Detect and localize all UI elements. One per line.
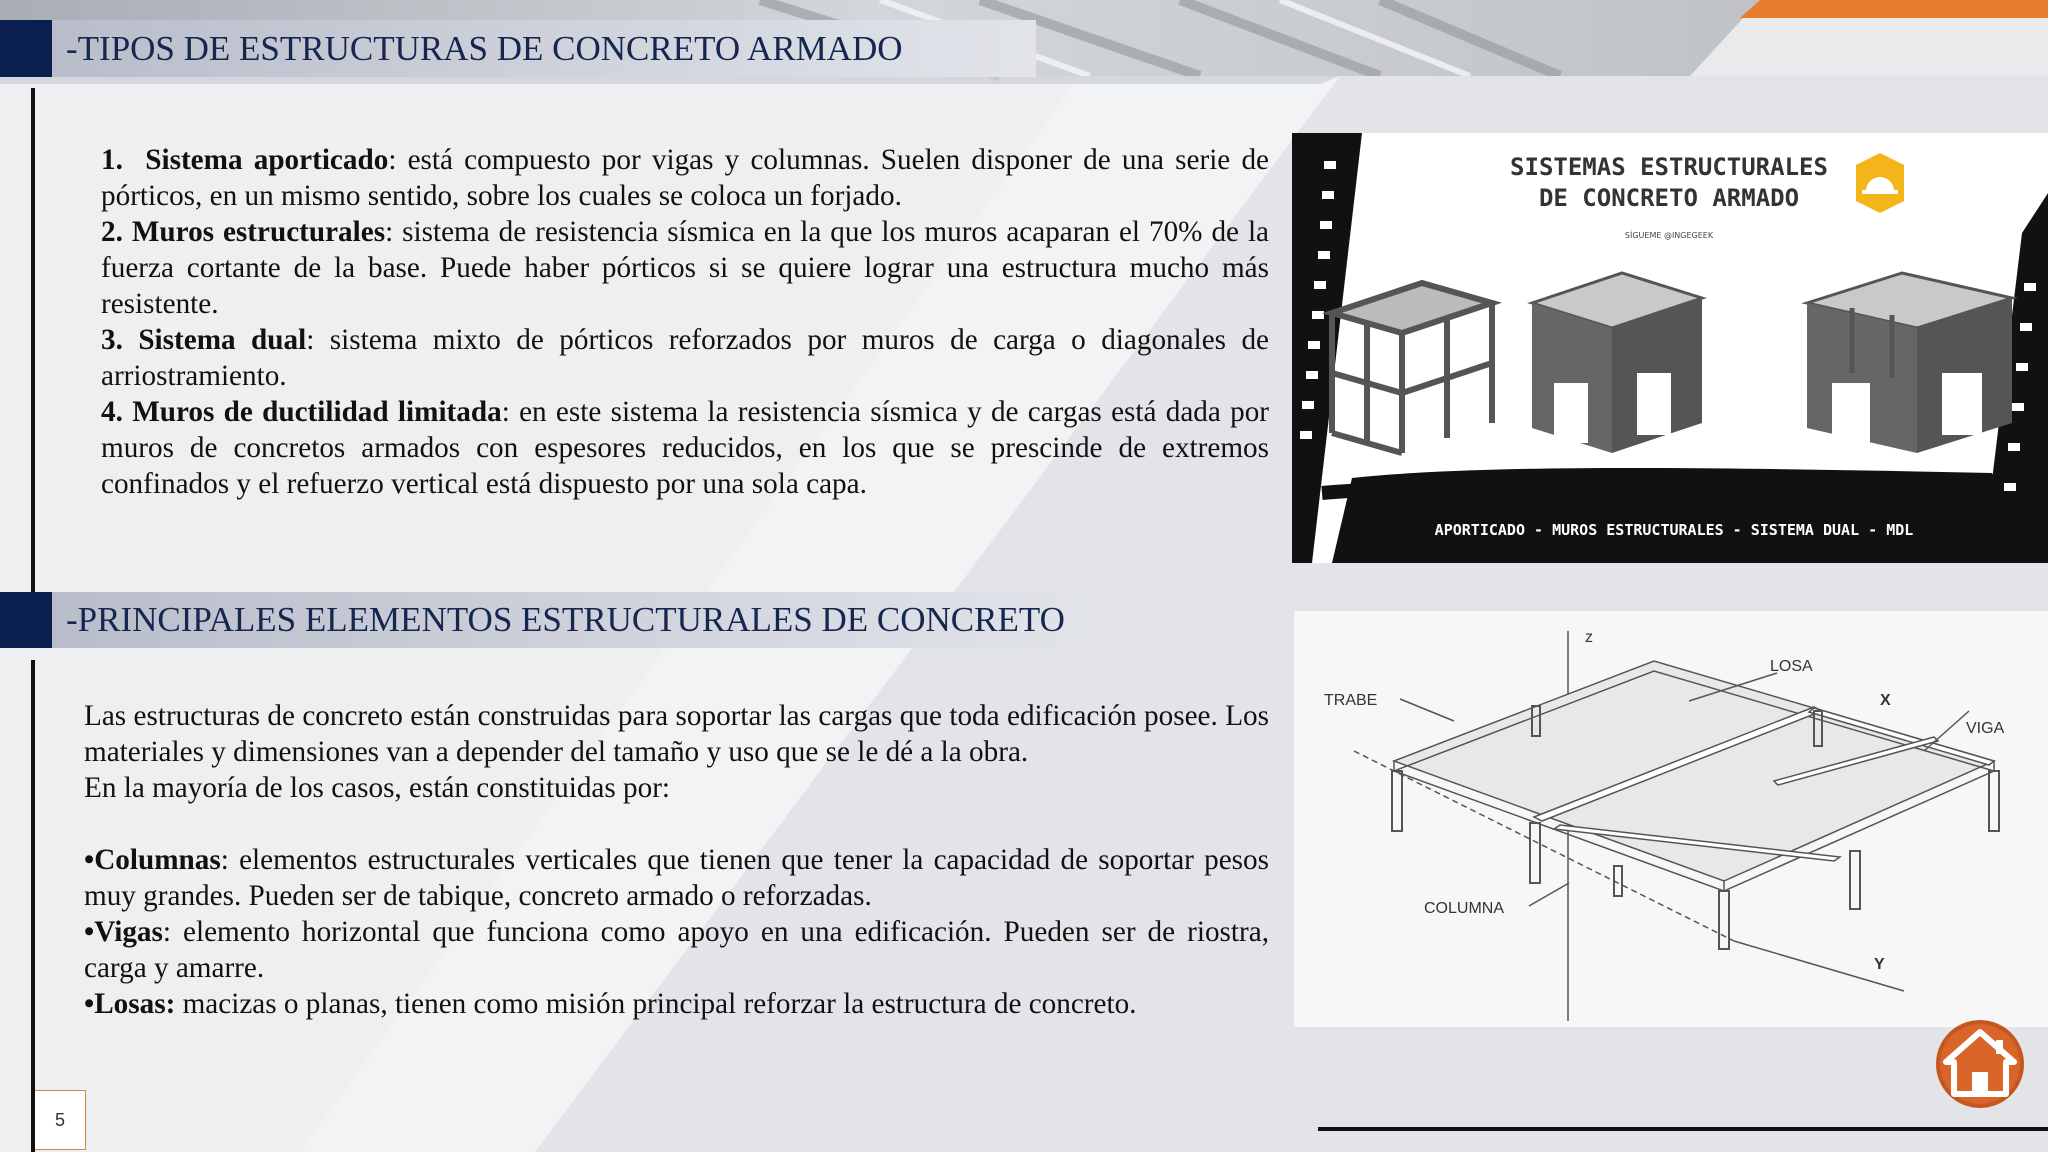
home-icon: [1934, 1018, 2026, 1110]
structure-types-list: [101, 142, 1269, 502]
svg-text:SÍGUEME @INGEGEEK: SÍGUEME @INGEGEEK: [1624, 231, 1714, 240]
vertical-rule-bottom: [31, 660, 35, 1152]
home-button[interactable]: [1934, 1018, 2026, 1110]
svg-text:Y: Y: [1874, 956, 1885, 973]
list-item: 4. Muros de ductilidad limitada: en este sistema la resistencia sísmica y de cargas está dada por muros de concretos armados con espesores reducidos, en los que se prescinde de extremos confinados y el refuerzo vertical está dispuesto por una sola capa.: [101, 396, 1270, 500]
structural-elements-text: [84, 698, 1269, 1022]
svg-text:TRABE: TRABE: [1324, 692, 1378, 709]
list-item: •Vigas: elemento horizontal que funciona como apoyo en una edificación. Pueden ser de riostra, carga y amarre.: [84, 916, 1269, 984]
vertical-rule-top: [31, 88, 35, 592]
section-title-text: -TIPOS DE ESTRUCTURAS DE CONCRETO ARMADO: [66, 28, 903, 68]
bottom-rule: [1318, 1127, 2048, 1131]
svg-text:LOSA: LOSA: [1770, 658, 1813, 675]
svg-text:APORTICADO - MUROS ESTRUCTURAL: APORTICADO - MUROS ESTRUCTURALES - SISTEMA DUAL - MDL: [1434, 521, 1914, 539]
section-title-types: [52, 20, 1036, 77]
svg-text:COLUMNA: COLUMNA: [1424, 900, 1505, 917]
section-title-elements: [52, 592, 1095, 648]
svg-text:X: X: [1880, 692, 1891, 709]
svg-text:z: z: [1585, 629, 1593, 646]
list-item: 3. Sistema dual: sistema mixto de pórticos reforzados por muros de carga o diagonales de arriostramiento.: [101, 324, 1269, 392]
section-title-text: -PRINCIPALES ELEMENTOS ESTRUCTURALES DE CONCRETO: [66, 600, 1065, 639]
svg-text:SISTEMAS ESTRUCTURALES: SISTEMAS ESTRUCTURALES: [1510, 153, 1828, 181]
header-accent-block: [0, 20, 52, 77]
page-number: 5: [34, 1090, 86, 1150]
intro-paragraph: Las estructuras de concreto están construidas para soportar las cargas que toda edificación posee. Los materiales y dimensiones van a depender del tamaño y uso que se le dé a la obra.: [84, 700, 1269, 768]
structural-elements-diagram: [1294, 611, 2048, 1027]
header-accent-block: [0, 592, 52, 648]
intro-paragraph-2: En la mayoría de los casos, están constituidas por:: [84, 772, 671, 804]
list-item: •Losas: macizas o planas, tienen como misión principal reforzar la estructura de concreto.: [84, 988, 1137, 1020]
svg-text:VIGA: VIGA: [1966, 720, 2005, 737]
structural-systems-image: [1292, 133, 2048, 563]
structural-systems-illustration: [1292, 133, 2048, 563]
slab-frame-diagram: [1294, 611, 2048, 1027]
svg-text:DE CONCRETO ARMADO: DE CONCRETO ARMADO: [1538, 184, 1800, 212]
list-item: •Columnas: elementos estructurales verticales que tienen que tener la capacidad de soportar pesos muy grandes. Pueden ser de tabique, concreto armado o reforzadas.: [84, 844, 1269, 912]
list-item: 2. Muros estructurales: sistema de resistencia sísmica en la que los muros acaparan el 70% de la fuerza cortante de la base. Puede haber pórticos si se quiere lograr una estructura mucho más resistente.: [101, 216, 1270, 320]
list-item: 1. Sistema aporticado: está compuesto por vigas y columnas. Suelen disponer de una serie de pórticos, en un mismo sentido, sobre los cuales se coloca un forjado.: [101, 144, 1269, 212]
